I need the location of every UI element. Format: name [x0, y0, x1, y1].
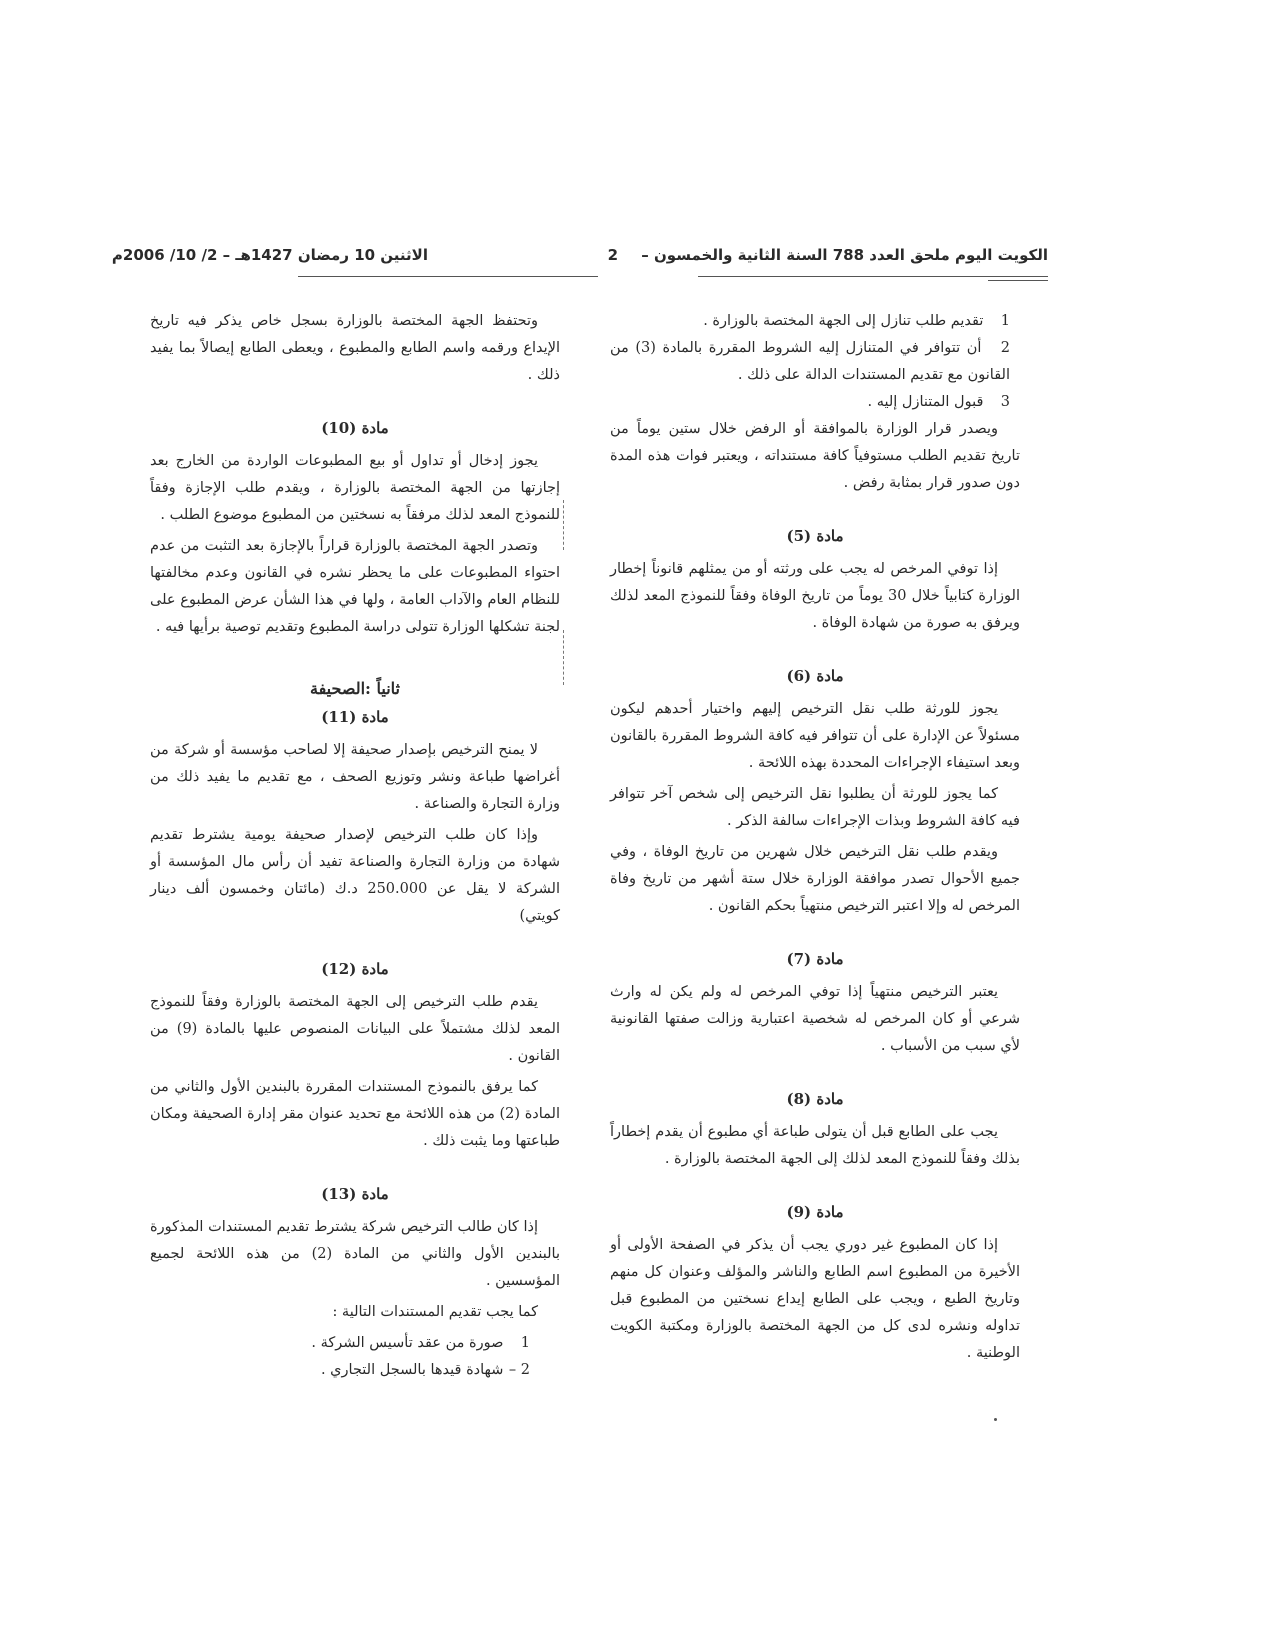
section-title: ثانياً :الصحيفة [310, 679, 400, 698]
list-item: 2 – شهادة قيدها بالسجل التجاري . [320, 1362, 530, 1378]
article-13-paragraph: كما يجب تقديم المستندات التالية : [332, 1304, 538, 1320]
article-7-title: مادة (7) [786, 950, 844, 968]
article-10-paragraph: وتصدر الجهة المختصة بالوزارة قراراً بالإجازة بعد التثبت من عدم احتواء المطبوعات على ما يحظر نشره في القانون وعدم مخالفتها للنظام العام والآداب العامة ، ولها في هذا الشأن عرض المطبوع على لجنة تشكلها الوزارة تتولى دراسة المطبوع وتقديم توصية برأيها فيه . [150, 538, 560, 635]
article-10-title: مادة (10) [321, 419, 389, 437]
article-6-paragraph: كما يجوز للورثة أن يطلبوا نقل الترخيص إلى شخص آخر تتوافر فيه كافة الشروط وبذات الإجراءات سالفة الذكر . [610, 786, 1020, 829]
article-12-title: مادة (12) [321, 960, 389, 978]
article-6-paragraph: ويقدم طلب نقل الترخيص خلال شهرين من تاريخ الوفاة ، وفي جميع الأحوال تصدر موافقة الوزارة خلال ستة أشهر من تاريخ وفاة المرخص له وإلا اعتبر الترخيص منتهياً بحكم القانون . [610, 844, 1020, 914]
article-10-paragraph: يجوز إدخال أو تداول أو بيع المطبوعات الواردة من الخارج بعد إجازتها من الجهة المختصة بالوزارة ، ويقدم طلب الإجازة وفقاً للنموذج المعد لذلك مرفقاً به نسختين من المطبوع موضوع الطلب . [150, 453, 560, 523]
header-publication-info [608, 246, 1048, 264]
paragraph: ويصدر قرار الوزارة بالموافقة أو الرفض خلال ستين يوماً من تاريخ تقديم الطلب مستوفياً كافة مستنداته ، ويعتبر فوات هذه المدة دون صدور قرار بمثابة رفض . [610, 421, 1020, 491]
scan-dot [994, 1418, 997, 1421]
article-9-title: مادة (9) [786, 1203, 844, 1221]
article-13-title: مادة (13) [321, 1185, 389, 1203]
article-11-paragraph: وإذا كان طلب الترخيص لإصدار صحيفة يومية يشترط تقديم شهادة من وزارة التجارة والصناعة تفيد أن رأس مال المؤسسة أو الشركة لا يقل عن 250.000 د.ك (مائتان وخمسون ألف دينار كويتي) [150, 827, 560, 924]
article-8-text: يجب على الطابع قبل أن يتولى طباعة أي مطبوع أن يقدم إخطاراً بذلك وفقاً للنموذج المعد لذلك إلى الجهة المختصة بالوزارة . [610, 1124, 1020, 1167]
page-header [111, 246, 1048, 286]
list-item: 3 قبول المتنازل إليه . [867, 394, 1010, 410]
article-11-paragraph: لا يمنح الترخيص بإصدار صحيفة إلا لصاحب مؤسسة أو شركة من أغراضها طباعة ونشر وتوزيع الصحف ، مع تقديم ما يفيد ذلك من وزارة التجارة والصناعة . [150, 742, 560, 812]
header-rule [698, 276, 1048, 277]
list-item: 1 تقديم طلب تنازل إلى الجهة المختصة بالوزارة . [703, 313, 1010, 329]
header-issue-text: الكويت اليوم ملحق العدد 788 السنة الثانية والخمسون – [641, 246, 1048, 264]
article-11-title: مادة (11) [321, 708, 389, 726]
article-9-text: إذا كان المطبوع غير دوري يجب أن يذكر في الصفحة الأولى أو الأخيرة من المطبوع اسم الطابع والناشر والمؤلف وعنوان كل منهم وتاريخ الطبع ، ويجب على الطابع إيداع نسختين من المطبوع قبل تداوله ونشره لدى كل من الجهة المختصة بالوزارة ومكتبة الكويت الوطنية . [610, 1237, 1020, 1361]
header-date: الاثنين 10 رمضان 1427هـ – 2/ 10/ 2006م [111, 246, 428, 264]
article-12-paragraph: يقدم طلب الترخيص إلى الجهة المختصة بالوزارة وفقاً للنموذج المعد لذلك مشتملاً على البيانات المنصوص عليها بالمادة (9) من القانون . [150, 994, 560, 1064]
continued-paragraph: وتحتفظ الجهة المختصة بالوزارة بسجل خاص يذكر فيه تاريخ الإيداع ورقمه واسم الطابع والمطبوع ، ويعطى الطابع إيصالاً بما يفيد ذلك . [150, 313, 560, 383]
list-item: 2 أن تتوافر في المتنازل إليه الشروط المقررة بالمادة (3) من القانون مع تقديم المستندات الدالة على ذلك . [610, 340, 1010, 383]
list-item: 1 صورة من عقد تأسيس الشركة . [311, 1335, 530, 1351]
article-5-title: مادة (5) [786, 527, 844, 545]
article-12-paragraph: كما يرفق بالنموذج المستندات المقررة بالبندين الأول والثاني من المادة (2) من هذه اللائحة مع تحديد عنوان مقر إدارة الصحيفة ومكان طباعتها وما يثبت ذلك . [150, 1079, 560, 1149]
article-5-text: إذا توفي المرخص له يجب على ورثته أو من يمثلهم قانوناً إخطار الوزارة كتابياً خلال 30 يوماً من تاريخ الوفاة وفقاً للنموذج المعد لذلك ويرفق به صورة من شهادة الوفاة . [610, 561, 1020, 631]
left-column [150, 308, 560, 1384]
article-8-title: مادة (8) [786, 1090, 844, 1108]
article-6-title: مادة (6) [786, 667, 844, 685]
margin-mark [563, 630, 564, 685]
right-column [610, 308, 1020, 1371]
margin-mark [563, 500, 564, 550]
page-number: 2 [607, 246, 619, 264]
article-6-paragraph: يجوز للورثة طلب نقل الترخيص إليهم واختيار أحدهم ليكون مسئولاً عن الإدارة على أن تتوافر فيه كافة الشروط المقررة بالقانون وبعد استيفاء الإجراءات المحددة بهذه اللائحة . [610, 701, 1020, 771]
article-7-text: يعتبر الترخيص منتهياً إذا توفي المرخص له ولم يكن له وارث شرعي أو كان المرخص له شخصية اعتبارية وزالت صفتها القانونية لأي سبب من الأسباب . [610, 984, 1020, 1054]
header-rule-short [988, 280, 1048, 281]
article-13-paragraph: إذا كان طالب الترخيص شركة يشترط تقديم المستندات المذكورة بالبندين الأول والثاني من المادة (2) من هذه اللائحة لجميع المؤسسين . [150, 1219, 560, 1289]
header-date-rule [298, 276, 598, 277]
